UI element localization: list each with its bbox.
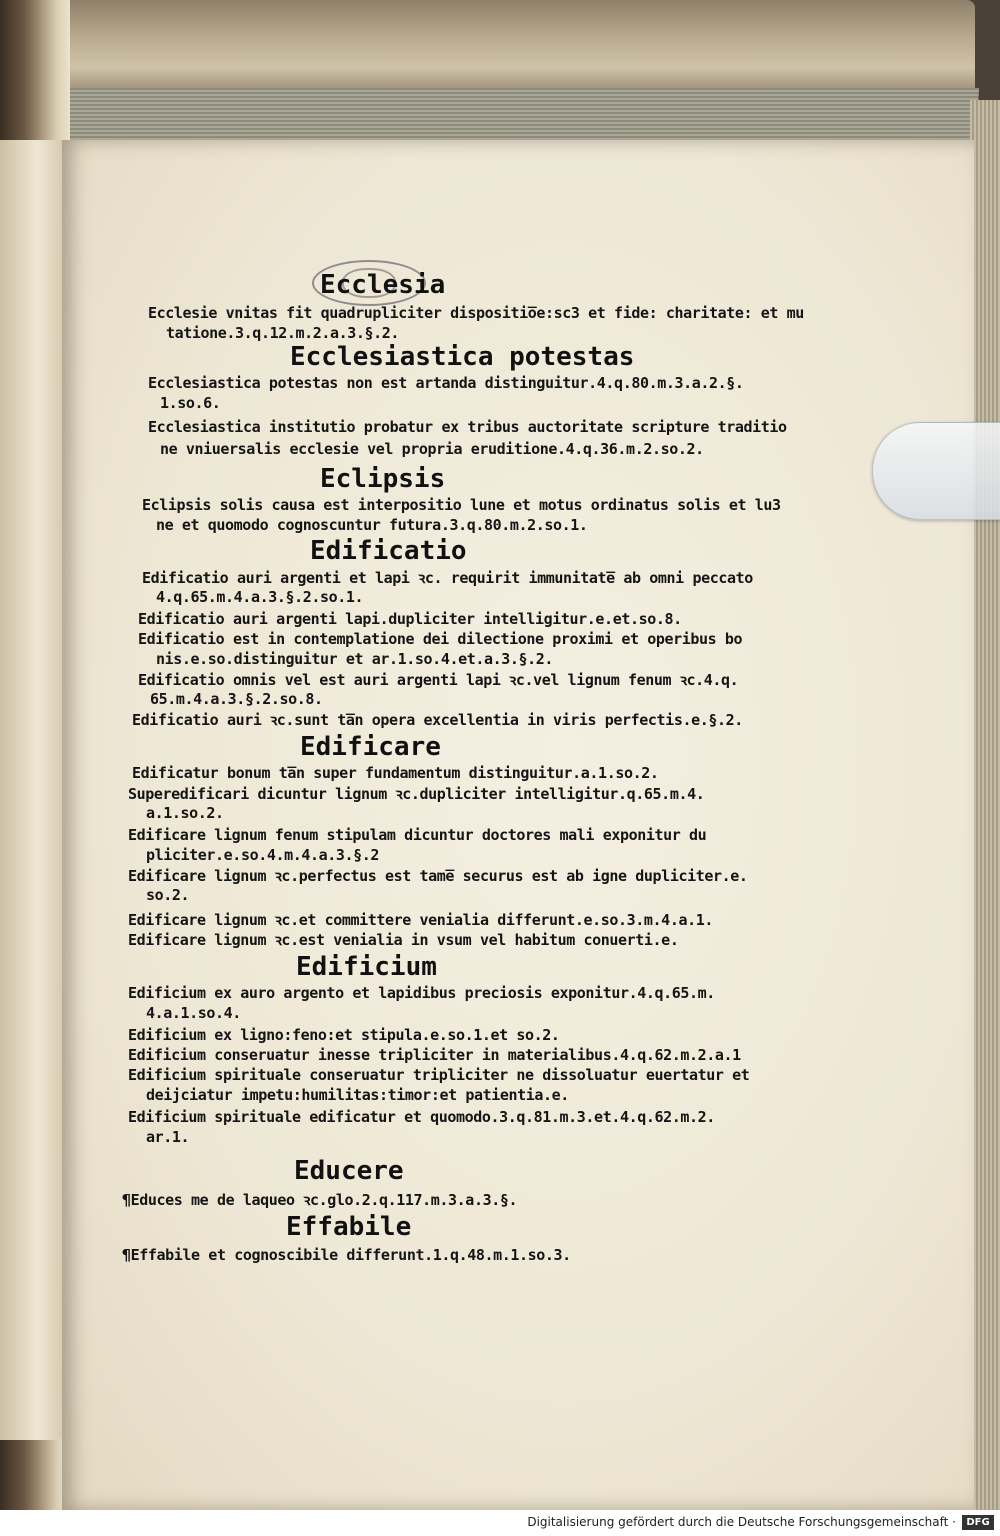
entry-heading: Edificare xyxy=(300,732,441,762)
footer-bar xyxy=(0,1510,1000,1536)
entry-heading: Edificium xyxy=(296,952,437,982)
entry-line: Edificatio auri argenti lapi.dupliciter intelligitur.e.et.so.8. xyxy=(138,610,682,628)
entry-line: Edificium conseruatur inesse tripliciter in materialibus.4.q.62.m.2.a.1 xyxy=(128,1046,741,1064)
entry-line: pliciter.e.so.4.m.4.a.3.§.2 xyxy=(146,846,380,864)
book-top-edge xyxy=(70,0,975,90)
footer-separator: · xyxy=(952,1515,956,1529)
entry-line: Ecclesiastica potestas non est artanda distinguitur.4.q.80.m.3.a.2.§. xyxy=(148,374,744,392)
entry-heading: Eclipsis xyxy=(320,464,446,494)
entry-line: Edificare lignum ꝛc.est venialia in vsum vel habitum conuerti.e. xyxy=(128,931,679,949)
entry-line: Superedificari dicuntur lignum ꝛc.dupliciter intelligitur.q.65.m.4. xyxy=(128,785,705,803)
entry-line: 65.m.4.a.3.§.2.so.8. xyxy=(150,690,323,708)
footer-text: Digitalisierung gefördert durch die Deutsche Forschungsgemeinschaft xyxy=(527,1515,949,1529)
entry-line: 4.a.1.so.4. xyxy=(146,1004,241,1022)
entry-line: Edificare lignum ꝛc.perfectus est tame̅ securus est ab igne dupliciter.e. xyxy=(128,867,748,885)
entry-line: Edificium ex ligno:feno:et stipula.e.so.1.et so.2. xyxy=(128,1026,560,1044)
entry-line: a.1.so.2. xyxy=(146,804,224,822)
entry-line: Edificium ex auro argento et lapidibus preciosis exponitur.4.q.65.m. xyxy=(128,984,715,1002)
footer-credit xyxy=(527,1515,956,1529)
entry-line: deijciatur impetu:humilitas:timor:et patientia.e. xyxy=(146,1086,569,1104)
entry-line: Edificatur bonum ta̅n super fundamentum distinguitur.a.1.so.2. xyxy=(132,764,659,782)
entry-line: ne et quomodo cognoscuntur futura.3.q.80.m.2.so.1. xyxy=(156,516,588,534)
entry-line: Edificare lignum fenum stipulam dicuntur doctores mali exponitur du xyxy=(128,826,707,844)
entry-line: Edificium spirituale conseruatur tripliciter ne dissoluatur euertatur et xyxy=(128,1066,750,1084)
entry-line: Edificare lignum ꝛc.et committere venialia differunt.e.so.3.m.4.a.1. xyxy=(128,911,713,929)
dfg-logo-icon: DFG xyxy=(962,1515,994,1530)
entry-line: Edificatio auri argenti et lapi ꝛc. requirit immunitate̅ ab omni peccato xyxy=(142,569,753,587)
page-tab-marker xyxy=(872,422,1000,520)
entry-line: ne vniuersalis ecclesie vel propria eruditione.4.q.36.m.2.so.2. xyxy=(160,440,704,458)
left-page-margin xyxy=(0,140,62,1440)
book-page-edges xyxy=(60,88,979,148)
entry-line: so.2. xyxy=(146,886,190,904)
entry-line: Ecclesie vnitas fit quadrupliciter dispositio̅e:sc3 et fide: charitate: et mu xyxy=(148,304,804,322)
entry-heading: Ecclesiastica potestas xyxy=(290,342,635,372)
entry-line: ar.1. xyxy=(146,1128,190,1146)
entry-line: Edificatio est in contemplatione dei dilectione proximi et operibus bo xyxy=(138,630,743,648)
entry-line: ¶Educes me de laqueo ꝛc.glo.2.q.117.m.3.a.3.§. xyxy=(122,1191,518,1209)
book-fore-edge xyxy=(970,100,1000,1510)
entry-line: Edificium spirituale edificatur et quomodo.3.q.81.m.3.et.4.q.62.m.2. xyxy=(128,1108,715,1126)
entry-line: 4.q.65.m.4.a.3.§.2.so.1. xyxy=(156,588,364,606)
entry-line: tatione.3.q.12.m.2.a.3.§.2. xyxy=(166,324,400,342)
entry-heading: Edificatio xyxy=(310,536,467,566)
entry-line: 1.so.6. xyxy=(160,394,221,412)
entry-line: Ecclesiastica institutio probatur ex tribus auctoritate scripture traditio xyxy=(148,418,787,436)
page-text xyxy=(120,270,804,1290)
entry-line: Eclipsis solis causa est interpositio lune et motus ordinatus solis et lu3 xyxy=(142,496,781,514)
entry-heading: Ecclesia xyxy=(320,270,446,300)
entry-line: nis.e.so.distinguitur et ar.1.so.4.et.a.3.§.2. xyxy=(156,650,554,668)
entry-heading: Educere xyxy=(294,1156,404,1186)
entry-line: Edificatio auri ꝛc.sunt ta̅n opera excellentia in viris perfectis.e.§.2. xyxy=(132,711,743,729)
entry-line: ¶Effabile et cognoscibile differunt.1.q.48.m.1.so.3. xyxy=(122,1246,571,1264)
entry-line: Edificatio omnis vel est auri argenti lapi ꝛc.vel lignum fenum ꝛc.4.q. xyxy=(138,671,739,689)
entry-heading: Effabile xyxy=(286,1212,412,1242)
